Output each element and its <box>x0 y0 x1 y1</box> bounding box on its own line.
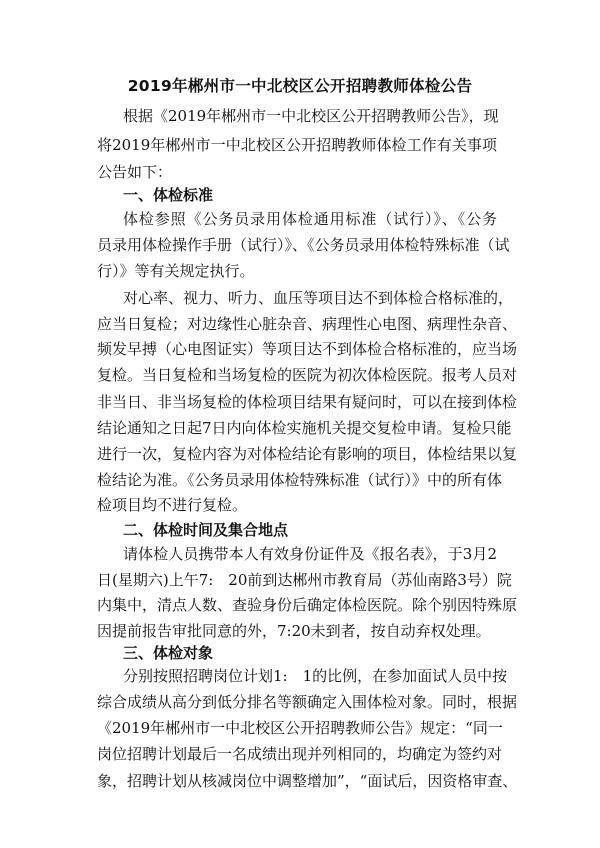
paragraph-line: 应当日复检；对边缘性心脏杂音、病理性心电图、病理性杂音、 <box>97 315 518 333</box>
paragraph-line: 非当日、非当场复检的体检项目结果有疑问时，可以在接到体检 <box>97 393 518 411</box>
paragraph-line: 频发早搏（心电图证实）等项目达不到体检合格标准的，应当场 <box>97 340 518 358</box>
intro-line: 根据《2019年郴州市一中北校区公开招聘教师公告》，现 <box>123 107 499 125</box>
paragraph-line: 检结论为准。《公务员录用体检特殊标准（试行）》中的所有体 <box>97 471 503 489</box>
paragraph-line: 行）》等有关规定执行。 <box>97 262 255 280</box>
paragraph-line: 复检。当日复检和当场复检的医院为初次体检医院。报考人员对 <box>97 366 518 384</box>
section-heading: 二、体检时间及集合地点 <box>123 521 289 539</box>
section-heading: 一、体检标准 <box>123 186 214 204</box>
paragraph-line: 检项目均不进行复检。 <box>97 496 248 514</box>
paragraph-line: 象，招聘计划从核减岗位中调整增加”，“面试后，因资格审查、 <box>97 772 518 790</box>
paragraph-line: 体检参照《公务员录用体检通用标准（试行）》、《公务 <box>123 210 497 228</box>
paragraph-line: 内集中，清点人数、查验身份后确定体检医院。除个别因特殊原 <box>97 596 518 614</box>
paragraph-line: 岗位招聘计划最后一名成绩出现并列相同的，均确定为签约对 <box>97 745 503 763</box>
paragraph-line: 因提前报告审批同意的外，7:20未到者，按自动弃权处理。 <box>97 622 491 640</box>
paragraph-line: 综合成绩从高分到低分排名等额确定入围体检对象。同时，根据 <box>97 693 518 711</box>
intro-line: 将2019年郴州市一中北校区公开招聘教师体检工作有关事项 <box>97 136 497 154</box>
paragraph-line: 分别按照招聘岗位计划1: 1的比例，在参加面试人员中按 <box>123 667 508 685</box>
intro-line: 公告如下： <box>97 163 173 181</box>
paragraph-line: 结论通知之日起7日内向体检实施机关提交复检申请。复检只能 <box>97 419 512 437</box>
paragraph-line: 请体检人员携带本人有效身份证件及《报名表》，于3月2 <box>123 545 497 563</box>
section-heading: 三、体检对象 <box>123 644 214 662</box>
paragraph-line: 员录用体检操作手册（试行）》、《公务员录用体检特殊标准（试 <box>97 236 510 254</box>
paragraph-line: 《2019年郴州市一中北校区公开招聘教师公告》规定：“同一 <box>97 719 503 737</box>
paragraph-line: 对心率、视力、听力、血压等项目达不到体检合格标准的， <box>123 289 514 307</box>
paragraph-line: 日(星期六)上午7: 20前到达郴州市教育局（苏仙南路3号）院 <box>97 571 512 589</box>
paragraph-line: 进行一次，复检内容为对体检结论有影响的项目，体检结果以复 <box>97 445 518 463</box>
page-title: 2019年郴州市一中北校区公开招聘教师体检公告 <box>127 77 473 95</box>
